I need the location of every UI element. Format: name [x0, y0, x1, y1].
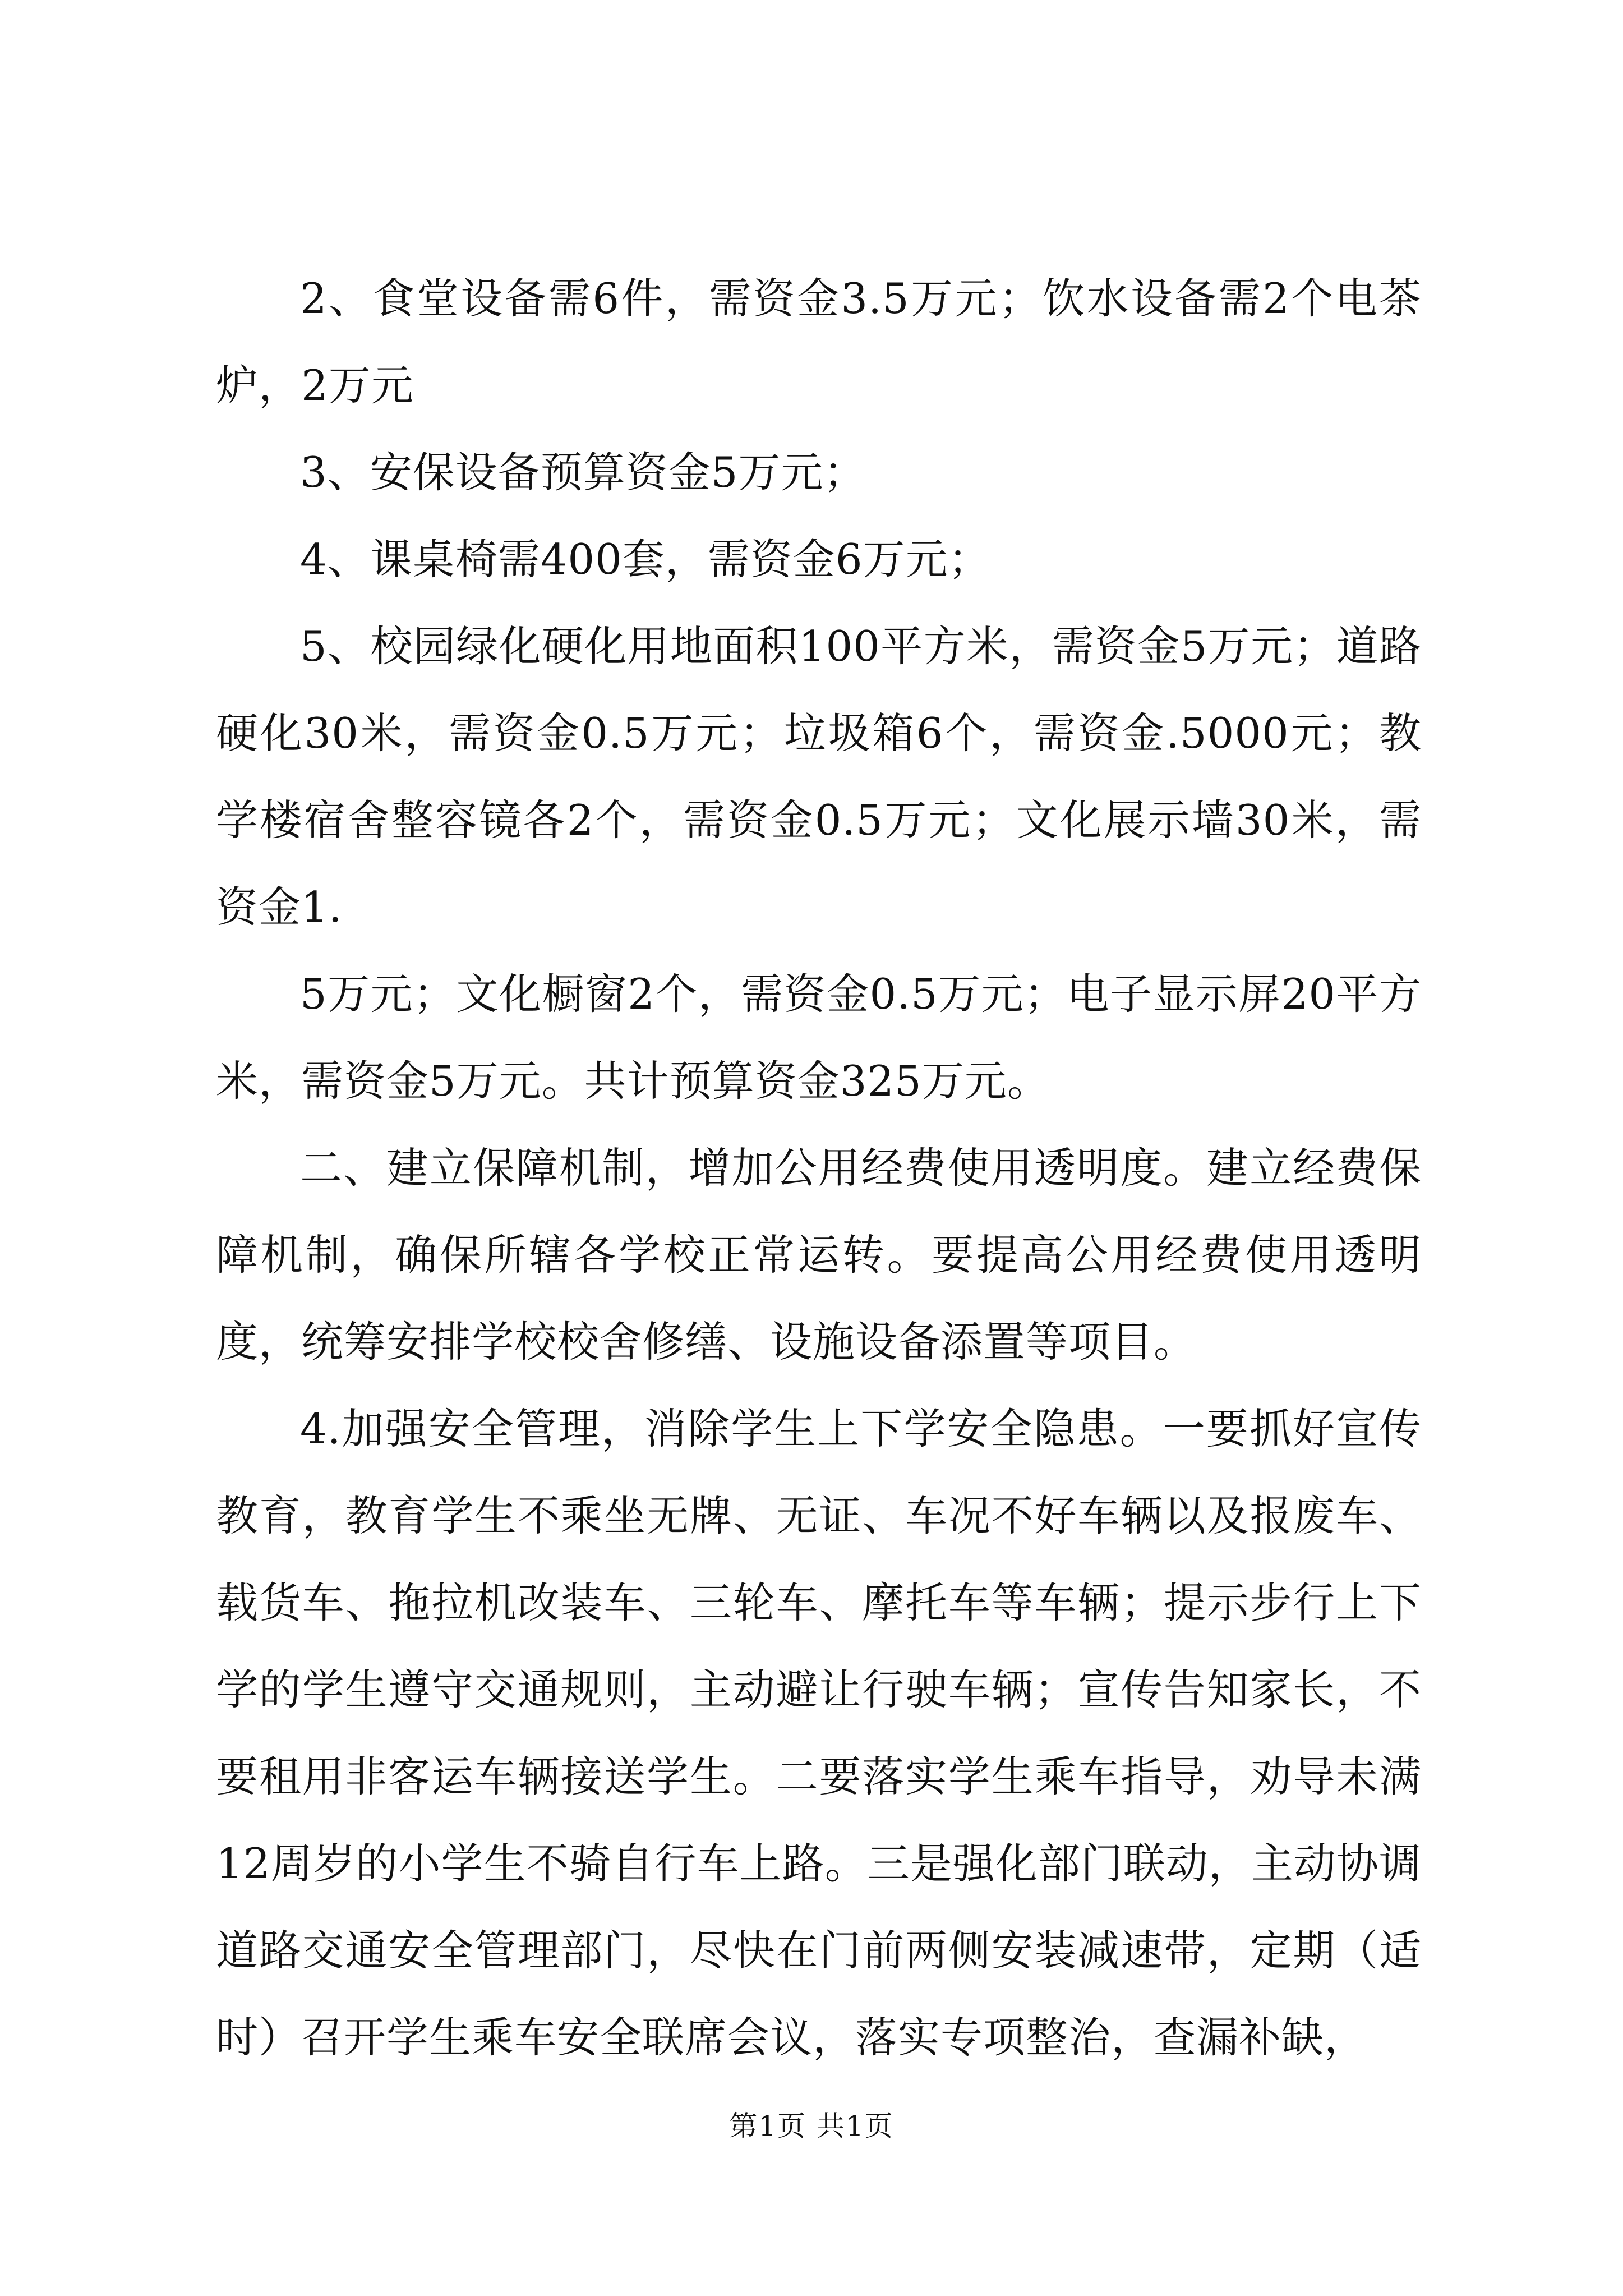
page-footer: 第1页 共1页: [729, 2110, 894, 2142]
paragraph-campus-greening: 5、校园绿化硬化用地面积100平方米，需资金5万元；道路硬化30米，需资金0.5万元；垃圾箱6个，需资金.5000元；教学楼宿舍整容镜各2个，需资金0.5万元；文化展示墙30米，需资金1.: [216, 622, 1422, 932]
document-body: [216, 255, 1422, 2081]
paragraph-desks-chairs: 4、课桌椅需400套，需资金6万元；: [300, 535, 991, 584]
paragraph-security-equipment: 3、安保设备预算资金5万元；: [300, 448, 866, 497]
paragraph-canteen-equipment: 2、食堂设备需6件，需资金3.5万元；饮水设备需2个电茶炉，2万元: [216, 274, 1422, 410]
paragraph-safety-management: 4.加强安全管理，消除学生上下学安全隐患。一要抓好宣传教育，教育学生不乘坐无牌、无证、车况不好车辆以及报废车、载货车、拖拉机改装车、三轮车、摩托车等车辆；提示步行上下学的学生遵守交通规则，主动避让行驶车辆；宣传告知家长，不要租用非客运车辆接送学生。二要落实学生乘车指导，劝导未满12周岁的小学生不骑自行车上路。三是强化部门联动，主动协调道路交通安全管理部门，尽快在门前两侧安装减速带，定期（适时）召开学生乘车安全联席会议，落实专项整治，查漏补缺，: [216, 1404, 1422, 2062]
paragraph-budget-total: 5万元；文化橱窗2个，需资金0.5万元；电子显示屏20平方米，需资金5万元。共计预算资金325万元。: [216, 969, 1422, 1106]
paragraph-funding-mechanism: 二、建立保障机制，增加公用经费使用透明度。建立经费保障机制，确保所辖各学校正常运转。要提高公用经费使用透明度，统筹安排学校校舍修缮、设施设备添置等项目。: [216, 1143, 1422, 1366]
